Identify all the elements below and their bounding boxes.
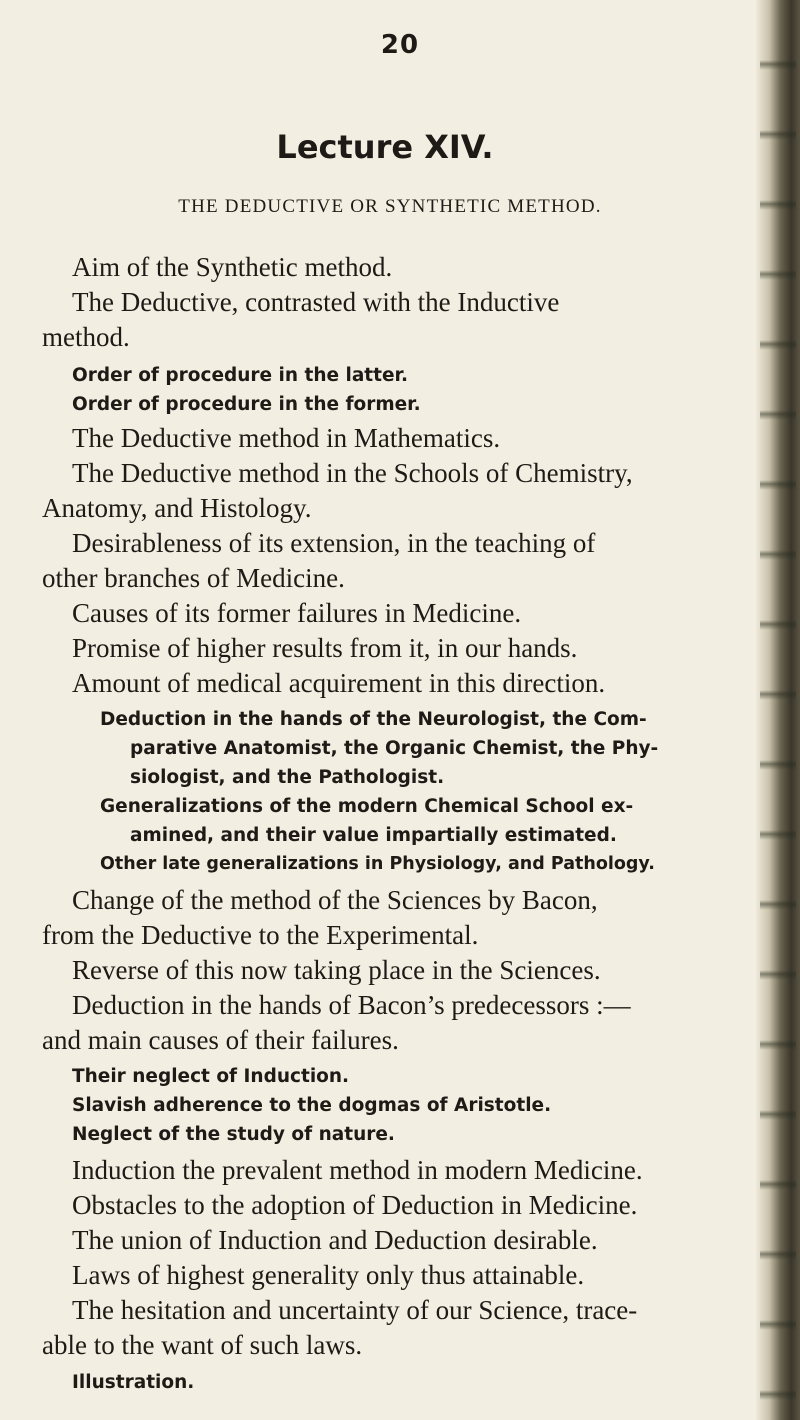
text-line: Anatomy, and Histology. (42, 493, 312, 523)
text-line: Deduction in the hands of Bacon’s predecessors :— (72, 990, 631, 1020)
text-line: The Deductive, contrasted with the Inductive (72, 287, 560, 317)
text-line: Reverse of this now taking place in the Sciences. (72, 955, 601, 985)
text-line: The hesitation and uncertainty of our Science, trace- (72, 1295, 638, 1325)
text-line: The union of Induction and Deduction desirable. (72, 1225, 598, 1255)
text-line: The Deductive method in Mathematics. (72, 423, 501, 453)
text-line: Causes of its former failures in Medicine. (72, 598, 522, 628)
text-line: other branches of Medicine. (42, 563, 345, 593)
lecture-subtitle: THE DEDUCTIVE OR SYNTHETIC METHOD. (178, 196, 602, 217)
text-line: method. (42, 322, 130, 352)
text-line: Laws of highest generality only thus attainable. (72, 1260, 585, 1290)
text-line: Induction the prevalent method in modern Medicine. (72, 1155, 643, 1185)
text-line: Neglect of the study of nature. (72, 1124, 395, 1145)
text-line: siologist, and the Pathologist. (130, 767, 445, 788)
text-line: amined, and their value impartially estimated. (130, 825, 617, 846)
text-line: Their neglect of Induction. (72, 1066, 350, 1087)
text-line: and main causes of their failures. (42, 1025, 399, 1055)
text-line: Other late generalizations in Physiology, and Pathology. (100, 854, 655, 874)
text-line: Obstacles to the adoption of Deduction in Medicine. (72, 1190, 638, 1220)
page-number: 20 (380, 30, 420, 60)
text-line: parative Anatomist, the Organic Chemist, the Phy- (130, 738, 659, 759)
text-line: Deduction in the hands of the Neurologist, the Com- (100, 709, 647, 730)
lecture-title: Lecture XIV. (276, 128, 494, 166)
text-line: The Deductive method in the Schools of Chemistry, (72, 458, 633, 488)
text-line: Generalizations of the modern Chemical School ex- (100, 796, 634, 817)
text-line: Desirableness of its extension, in the teaching of (72, 528, 596, 558)
text-line: Illustration. (72, 1372, 195, 1393)
text-line: Change of the method of the Sciences by Bacon, (72, 885, 598, 915)
text-line: from the Deductive to the Experimental. (42, 920, 479, 950)
text-line: Order of procedure in the former. (72, 394, 421, 415)
text-line: Aim of the Synthetic method. (72, 252, 393, 282)
text-line: Promise of higher results from it, in our hands. (72, 633, 578, 663)
text-line: able to the want of such laws. (42, 1330, 363, 1360)
text-line: Slavish adherence to the dogmas of Aristotle. (72, 1095, 552, 1116)
text-line: Amount of medical acquirement in this direction. (72, 668, 606, 698)
text-line: Order of procedure in the latter. (72, 365, 409, 386)
